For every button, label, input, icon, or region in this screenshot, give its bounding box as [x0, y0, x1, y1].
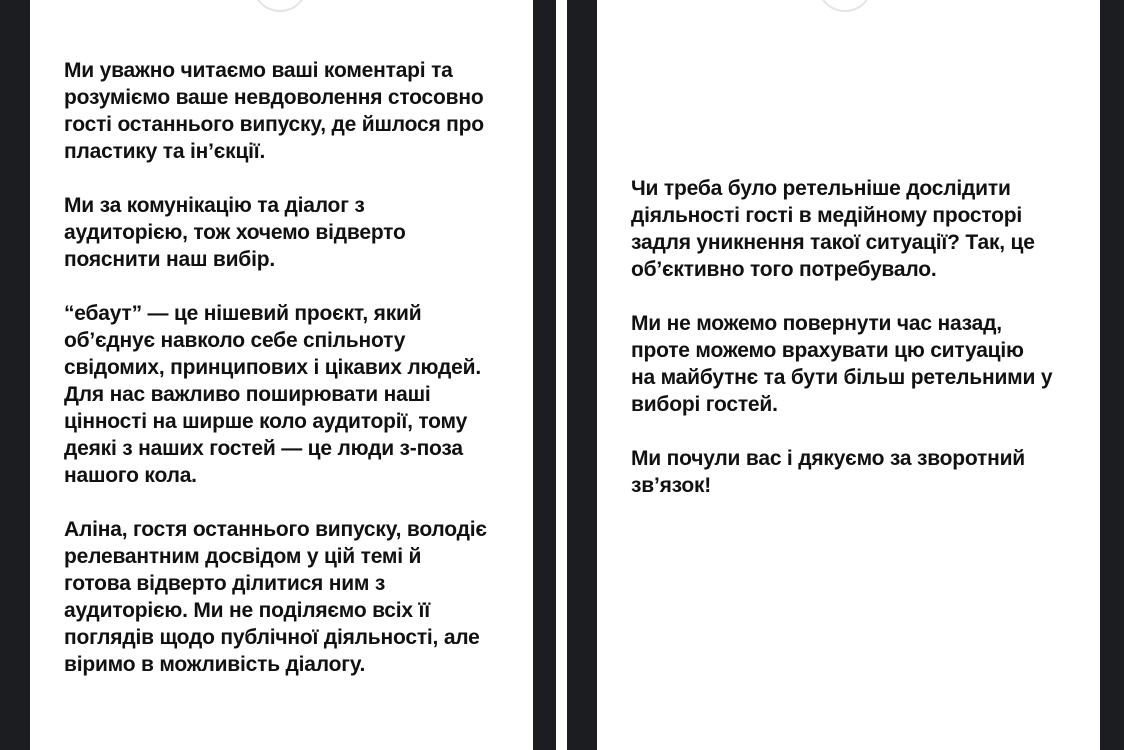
text-line: деякі з наших гостей — це люди з-поза: [64, 437, 463, 460]
text-line: Ми почули вас і дякуємо за зворотний: [631, 447, 1025, 470]
text-line: об’єднує навколо себе спільноту: [64, 329, 406, 352]
paragraph: [631, 445, 1080, 499]
text-line: пластику та ін’єкції.: [64, 140, 266, 163]
text-line: зв’язок!: [631, 474, 712, 497]
text-line: Ми за комунікацію та діалог з: [64, 194, 365, 217]
paragraph: [631, 310, 1080, 418]
text-line: Ми уважно читаємо ваші коментарі та: [64, 59, 453, 82]
text-line: готова відверто ділитися ним з: [64, 572, 386, 595]
story-screenshot-left: [0, 0, 556, 750]
avatar-ring-icon: [817, 0, 873, 12]
text-line: свідомих, принципових і цікавих людей.: [64, 356, 481, 379]
text-line: Аліна, гостя останнього випуску, володіє: [64, 518, 487, 541]
text-line: аудиторією, тож хочемо відверто: [64, 221, 406, 244]
paragraph: [64, 57, 513, 165]
text-line: Ми не можемо повернути час назад,: [631, 312, 1002, 335]
text-line: гості останнього випуску, де йшлося про: [64, 113, 484, 136]
story-card: [597, 0, 1100, 750]
text-line: нашого кола.: [64, 464, 197, 487]
story-screenshot-right: [567, 0, 1124, 750]
paragraph: [64, 192, 513, 273]
story-text: [64, 57, 513, 705]
paragraph: [631, 175, 1080, 283]
text-line: релевантним досвідом у цій темі й: [64, 545, 422, 568]
text-line: розуміємо ваше невдоволення стосовно: [64, 86, 484, 109]
avatar-ring-icon: [252, 0, 308, 12]
paragraph: [64, 300, 513, 489]
story-text: [631, 175, 1080, 526]
text-line: проте можемо врахувати цю ситуацію: [631, 339, 1024, 362]
text-line: цінності на ширше коло аудиторії, тому: [64, 410, 468, 433]
text-line: аудиторією. Ми не поділяємо всіх її: [64, 599, 430, 622]
text-line: Для нас важливо поширювати наші: [64, 383, 431, 406]
text-line: віримо в можливість діалогу.: [64, 653, 366, 676]
text-line: пояснити наш вибір.: [64, 248, 275, 271]
text-line: об’єктивно того потребувало.: [631, 258, 937, 281]
story-card: [30, 0, 533, 750]
text-line: виборі гостей.: [631, 393, 778, 416]
text-line: поглядів щодо публічної діяльності, але: [64, 626, 480, 649]
text-line: “ебаут” — це нішевий проєкт, який: [64, 302, 422, 325]
text-line: на майбутнє та бути більш ретельними у: [631, 366, 1053, 389]
text-line: Чи треба було ретельніше дослідити: [631, 177, 1011, 200]
paragraph: [64, 516, 513, 678]
text-line: діяльності гості в медійному просторі: [631, 204, 1023, 227]
text-line: задля уникнення такої ситуації? Так, це: [631, 231, 1035, 254]
